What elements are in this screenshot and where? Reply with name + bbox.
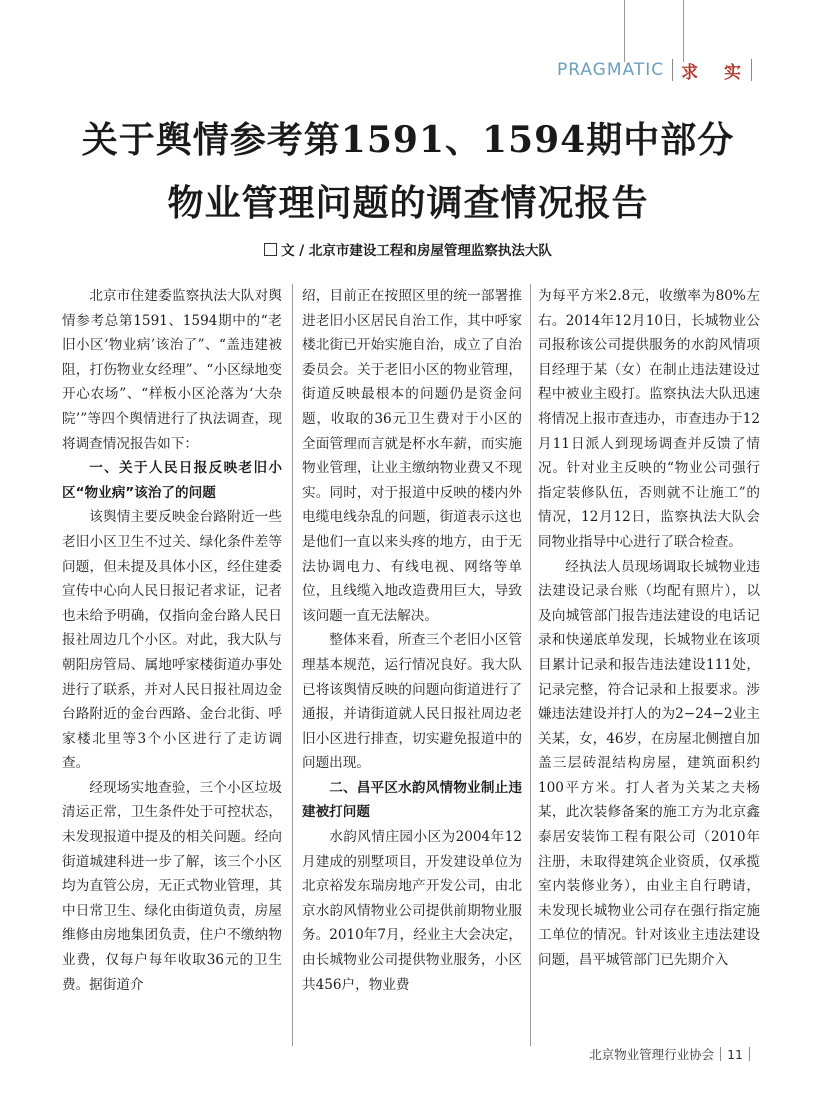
top-rule-right [683, 0, 684, 62]
byline-box-icon [264, 243, 277, 256]
footer-divider-end [749, 1047, 750, 1061]
paragraph: 整体来看，所查三个老旧小区管理基本规范，运行情况良好。我大队已将该舆情反映的问题向街道进行了通报，并请街道就人民日报社周边老旧小区进行排查，切实避免报道中的问题出现。 [302, 632, 522, 772]
footer-divider [720, 1047, 721, 1061]
paragraph: 经执法人员现场调取长城物业违法建设记录台账（均配有照片），以及向城管部门报告违法建设的电话记录和快递底单发现，长城物业在该项目累计记录和报告违法建设111处，记录完整，符合记录和上报要求。涉嫌违法建设并打人的为2−24−2业主关某，女，46岁，在房屋北侧擅自加盖三层砖混结构房屋，建筑面积约100平方米。打人者为关某之夫杨某，此次装修备案的施工方为北京鑫泰居安装饰工程有限公司（2010年注册，未取得建筑企业资质，仅承揽室内装修业务），由业主自行聘请，未发现长城物业公司存在强行指定施工单位的情况。针对该业主违法建设问题，昌平城管部门已先期介入 [538, 558, 760, 969]
column-divider-1 [292, 284, 293, 1046]
section-heading-2: 二、昌平区水韵风情物业制止违建被打问题 [302, 779, 522, 821]
header-divider-end [751, 59, 752, 81]
section-heading-1: 一、关于人民日报反映老旧小区“物业病”该治了的问题 [62, 460, 282, 501]
paragraph: 为每平方米2.8元，收缴率为80%左右。2014年12月10日，长城物业公司报称该公司提供服务的水韵风情项目经理于某（女）在制止违法建设过程中被业主殴打。监察执法大队迅速将情况上报市查违办，市查违办于12月11日派人到现场调查并反馈了情况。针对业主反映的“物业公司强行指定装修队伍，否则就不让施工”的情况，12月12日，监察执法大队会同物业指导中心进行了联合检查。 [538, 288, 760, 550]
paragraph: 水韵风情庄园小区为2004年12月建成的别墅项目，开发建设单位为北京裕发东瑞房地产开发公司，由北京水韵风情物业公司提供前期物业服务。2010年7月，经业主大会决定，由长城物业公司提供物业服务，小区共456户，物业费 [302, 829, 522, 993]
paragraph: 北京市住建委监察执法大队对舆情参考总第1591、1594期中的“老旧小区‘物业病’该治了”、“盖违建被阻，打伤物业女经理”、“小区绿地变开心农场”、“样板小区沦落为‘大杂院’”等四个舆情进行了执法调查，现将调查情况报告如下： [62, 288, 282, 452]
byline-text: 文 / 北京市建设工程和房屋管理监察执法大队 [281, 243, 552, 259]
column-3 [538, 284, 760, 973]
page-footer [589, 1045, 756, 1063]
column-2 [302, 284, 522, 997]
article-title-line2: 物业管理问题的调查情况报告 [167, 182, 649, 224]
article-title-line1: 关于舆情参考第1591、1594期中部分 [81, 119, 735, 161]
top-rule-left [624, 0, 625, 62]
paragraph: 经现场实地查验，三个小区垃圾清运正常，卫生条件处于可控状态，未发现报道中提及的相关问题。经向街道城建科进一步了解，该三个小区均为直管公房，无正式物业管理，其中日常卫生、绿化由街道负责，房屋维修由房地集团负责，住户不缴纳物业费，仅每户每年收取36元的卫生费。据街道介 [62, 779, 282, 993]
column-1 [62, 284, 282, 997]
section-header [557, 57, 752, 83]
section-name-cn: 求 实 [681, 62, 751, 83]
section-name-en: PRAGMATIC [556, 60, 665, 80]
page-number: 11 [727, 1046, 743, 1062]
paragraph: 该舆情主要反映金台路附近一些老旧小区卫生不过关、绿化条件差等问题，但未提及具体小区，经住建委宣传中心向人民日报记者求证，记者也未给予明确，仅指向金台路人民日报社周边几个小区。对此，我大队与朝阳房管局、属地呼家楼街道办事处进行了联系，并对人民日报社周边金台路附近的金台西路、金台北街、呼家楼北里等3个小区进行了走访调查。 [62, 509, 282, 772]
footer-org: 北京物业管理行业协会 [589, 1047, 715, 1062]
paragraph: 绍，目前正在按照区里的统一部署推进老旧小区居民自治工作，其中呼家楼北街已开始实施自治，成立了自治委员会。关于老旧小区的物业管理，街道反映最根本的问题仍是资金问题，收取的36元卫生费对于小区的全面管理而言就是杯水车薪，而实施物业管理，让业主缴纳物业费又不现实。同时，对于报道中反映的楼内外电缆电线杂乱的问题，街道表示这也是他们一直以来头疼的地方，由于无法协调电力、有线电视、网络等单位，且线缆入地改造费用巨大，导致该问题一直无法解决。 [302, 288, 522, 624]
byline [0, 239, 816, 259]
column-divider-2 [530, 284, 531, 1046]
header-divider [672, 59, 673, 81]
